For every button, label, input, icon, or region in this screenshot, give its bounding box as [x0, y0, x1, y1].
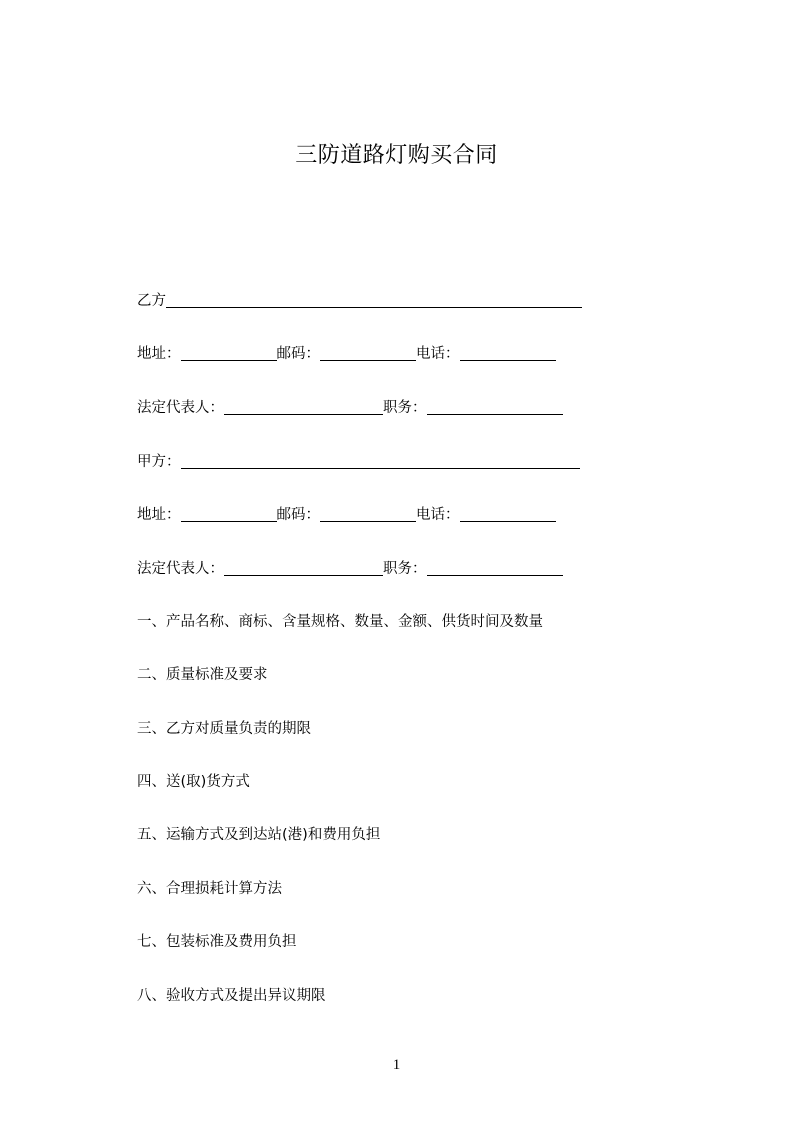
party-a-position-label: 职务： [383, 561, 427, 577]
section-heading-6: 六、合理损耗计算方法 [137, 881, 282, 897]
party-a-postcode-label: 邮码： [276, 507, 320, 523]
party-b-blank [166, 292, 582, 308]
party-b-position-blank [427, 399, 563, 415]
party-b-phone-blank [460, 345, 556, 361]
party-b-postcode-label: 邮码： [276, 346, 320, 362]
party-b-rep-line [137, 398, 563, 418]
party-a-blank [181, 453, 580, 469]
party-b-contact-line [137, 344, 556, 364]
page-number: 1 [392, 1057, 401, 1073]
section-heading-8: 八、验收方式及提出异议期限 [137, 988, 326, 1004]
party-b-address-label: 地址： [137, 346, 181, 362]
party-a-rep-line [137, 559, 563, 579]
party-a-postcode-blank [320, 506, 416, 522]
party-a-position-blank [427, 560, 563, 576]
party-b-label: 乙方 [137, 293, 166, 309]
party-a-contact-line [137, 505, 556, 525]
party-b-line [137, 291, 582, 311]
party-b-postcode-blank [320, 345, 416, 361]
party-b-rep-blank [224, 399, 383, 415]
section-heading-2: 二、质量标准及要求 [137, 667, 268, 683]
party-b-address-blank [181, 345, 277, 361]
party-a-label: 甲方： [137, 454, 181, 470]
contract-title: 三防道路灯购买合同 [295, 143, 498, 168]
party-a-rep-blank [224, 560, 383, 576]
section-heading-7: 七、包装标准及费用负担 [137, 934, 297, 950]
party-a-address-blank [181, 506, 277, 522]
section-heading-4: 四、送(取)货方式 [137, 774, 250, 790]
party-b-rep-label: 法定代表人： [137, 400, 224, 416]
party-a-phone-blank [460, 506, 556, 522]
party-b-position-label: 职务： [383, 400, 427, 416]
party-a-line [137, 452, 580, 472]
party-a-phone-label: 电话： [416, 507, 460, 523]
section-heading-5: 五、运输方式及到达站(港)和费用负担 [137, 827, 381, 843]
party-a-rep-label: 法定代表人： [137, 561, 224, 577]
party-a-address-label: 地址： [137, 507, 181, 523]
party-b-phone-label: 电话： [416, 346, 460, 362]
section-heading-1: 一、产品名称、商标、含量规格、数量、金额、供货时间及数量 [137, 614, 543, 630]
section-heading-3: 三、乙方对质量负责的期限 [137, 721, 311, 737]
